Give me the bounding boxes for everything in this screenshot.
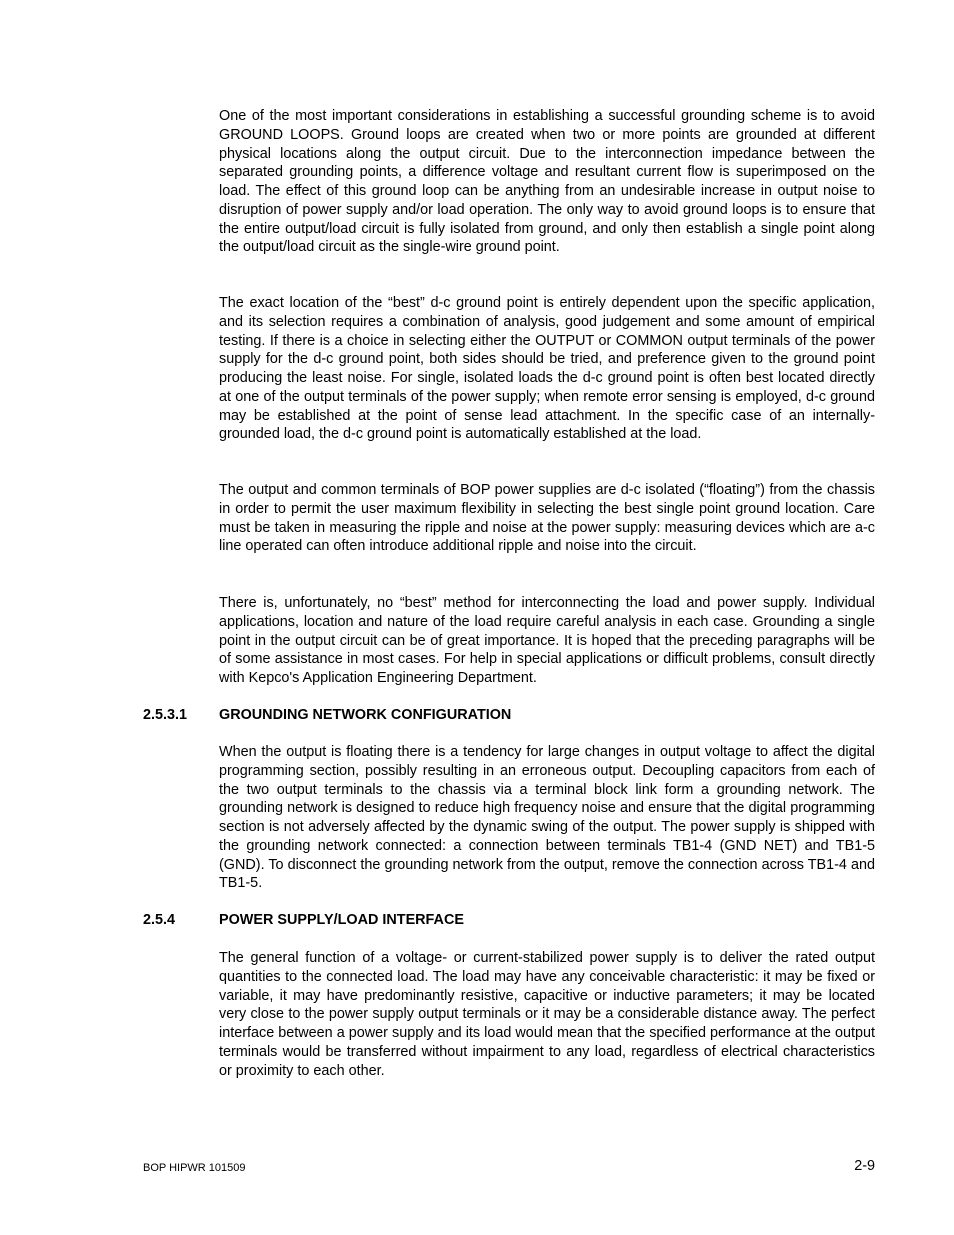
paragraph-ground-point-location: The exact location of the “best” d-c ground point is entirely dependent upon the specific application, and its selection requires a combination of analysis, good judgement and some amount of empirical testing. If there is a choice in selecting either the OUTPUT or COMMON output terminals of the power supply for the d-c ground point, both sides should be tried, and preference given to the ground point producing the least noise. For single, isolated loads the d-c ground point is often best located directly at one of the output terminals of the power supply; when remote error sensing is employed, d-c ground may be established at the point of sense lead attachment. In the specific case of an internally-grounded load, the d-c ground point is automatically established at the load.	[219, 295, 875, 443]
section-title: GROUNDING NETWORK CONFIGURATION	[219, 707, 512, 723]
paragraph-floating-terminals: The output and common terminals of BOP power supplies are d-c isolated (“floating”) from the chassis in order to permit the user maximum flexibility in selecting the best single point ground location. Care must be taken in measuring the ripple and noise at the power supply: measuring devices which are a-c line operated can often introduce additional ripple and noise into the circuit.	[219, 482, 875, 555]
paragraph-ground-loops: One of the most important considerations in establishing a successful grounding scheme is to avoid GROUND LOOPS. Ground loops are created when two or more points are grounded at different physical locations along the output circuit. Due to the interconnection impedance between the separated grounding points, a difference voltage and resultant current flow is superimposed on the load. The effect of this ground loop can be anything from an undesirable increase in output noise to disruption of power supply and/or load operation. The only way to avoid ground loops is to ensure that the entire output/load circuit is fully isolated from ground, and only then establish a single point along the output/load circuit as the single-wire ground point.	[219, 108, 875, 256]
paragraph-interconnection-method: There is, unfortunately, no “best” method for interconnecting the load and power supply. Individual applications, location and nature of the load require careful analysis in each case. Grounding a single point in the output circuit can be of great importance. It is hoped that the preceding paragraphs will be of some assistance in most cases. For help in special applications or difficult problems, consult directly with Kepco's Application Engineering Department.	[219, 595, 875, 686]
section-number: 2.5.3.1	[143, 707, 188, 723]
paragraph-grounding-network: When the output is floating there is a tendency for large changes in output voltage to affect the digital programming section, possibly resulting in an erroneous output. Decoupling capacitors from each of the two output terminals to the chassis via a terminal block link form a grounding network. The grounding network is designed to reduce high frequency noise and ensure that the digital programming section is not adversely affected by the dynamic swing of the output. The power supply is shipped with the grounding network connected: a connection between terminals TB1-4 (GND NET) and TB1-5 (GND). To disconnect the grounding network from the output, remove the connection across TB1-4 and TB1-5.	[219, 744, 875, 892]
footer-document-id: BOP HIPWR 101509	[143, 1162, 246, 1174]
section-title: POWER SUPPLY/LOAD INTERFACE	[219, 912, 464, 928]
footer-page-number: 2-9	[854, 1158, 875, 1174]
section-number: 2.5.4	[143, 912, 176, 928]
paragraph-load-interface: The general function of a voltage- or current-stabilized power supply is to deliver the rated output quantities to the connected load. The load may have any conceivable characteristic: it may be fixed or variable, it may have predominantly resistive, capacitive or inductive parameters; it may be located very close to the power supply output terminals or it may be a considerable distance away. The perfect interface between a power supply and its load would mean that the specified performance at the output terminals would be transferred without impairment to any load, regardless of electrical characteristics or proximity to each other.	[219, 950, 875, 1079]
